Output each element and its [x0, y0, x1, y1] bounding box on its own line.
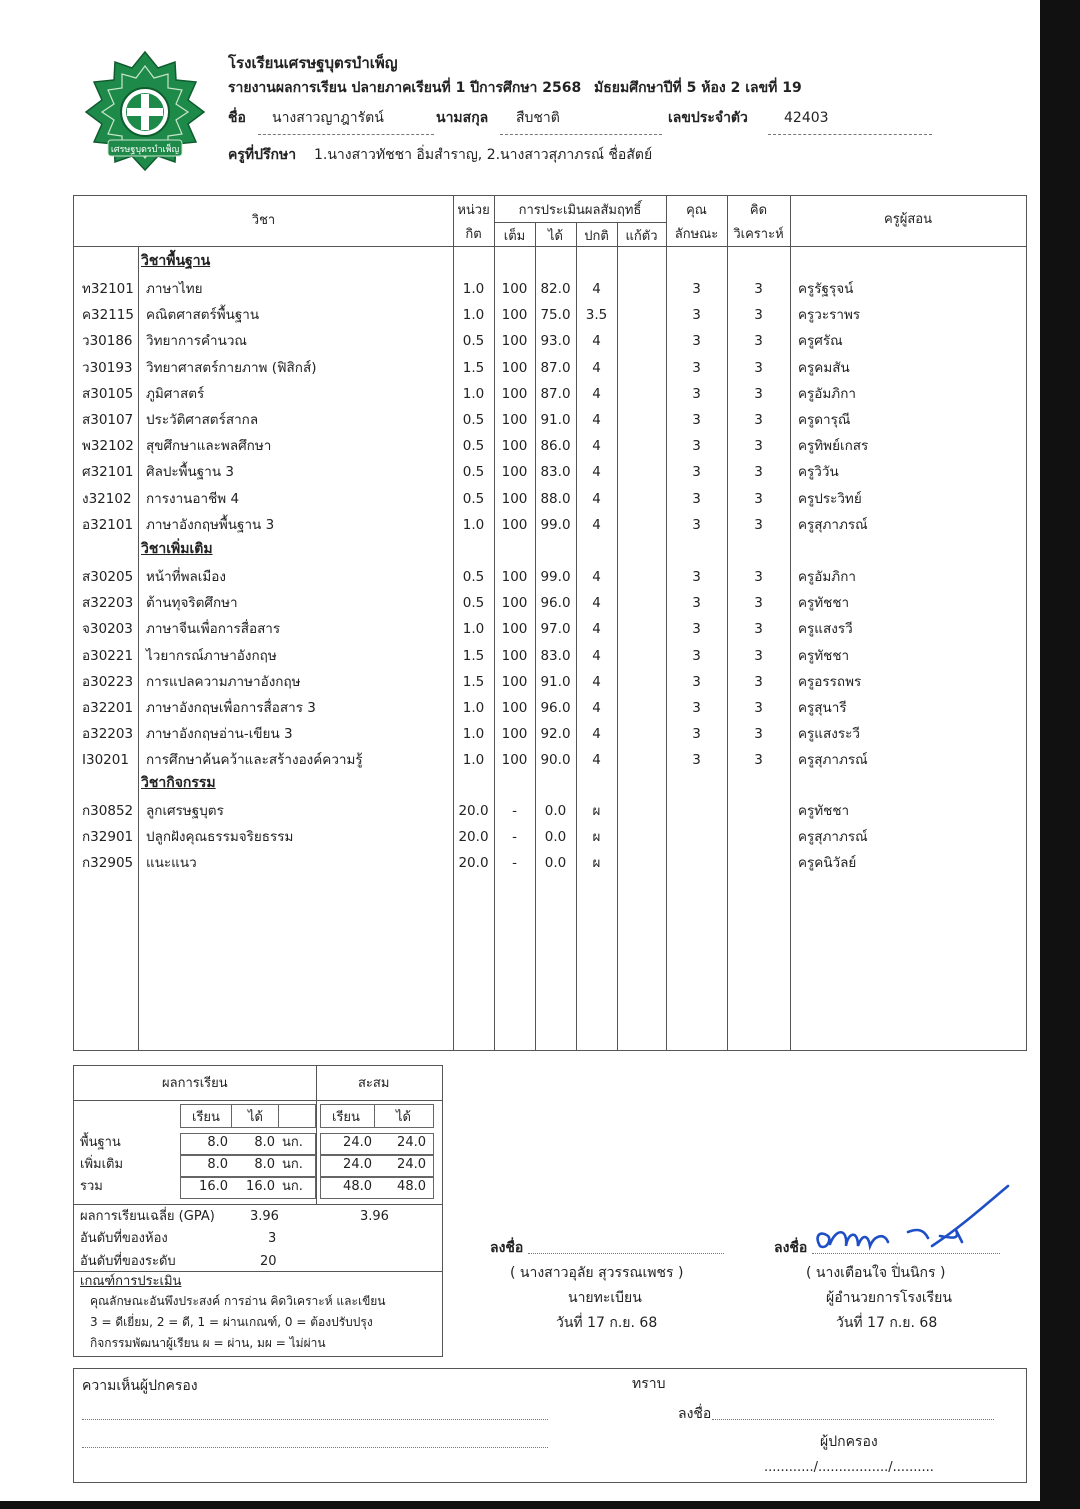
grades-table	[73, 195, 1027, 1051]
cell-full: 100	[501, 700, 528, 716]
cell-teacher: ครูประวิทย์	[798, 490, 862, 507]
cell-full: 100	[501, 412, 528, 428]
cell-credit: 0.5	[462, 569, 485, 585]
cell-name: ภาษาไทย	[146, 281, 203, 297]
parent-comment-box	[73, 1368, 1027, 1483]
cell-got: 87.0	[540, 385, 571, 402]
header-bottom-line	[74, 246, 1026, 247]
cell-credit: 1.0	[462, 385, 485, 402]
advisor-label: ครูที่ปรึกษา	[228, 147, 297, 163]
parent-date-line: ............/................./..........	[764, 1460, 934, 1475]
table-row	[74, 566, 1026, 592]
cell-name: ศิลปะพื้นฐาน 3	[146, 464, 234, 481]
table-row	[74, 488, 1026, 514]
cell-teacher: ครูทัชชา	[798, 647, 850, 664]
section-additional: วิชาเพิ่มเติม	[141, 541, 213, 557]
cell-teacher: ครูวะราพร	[798, 307, 861, 324]
table-row	[74, 697, 1026, 723]
cell-code: พ32102	[82, 438, 134, 455]
name-dotted-line	[258, 134, 434, 135]
table-row	[74, 304, 1026, 330]
header-assessment: การประเมินผลสัมฤทธิ์	[518, 203, 642, 218]
report-title: รายงานผลการเรียน ปลายภาคเรียนที่ 1 ปีการศึกษา 2568	[228, 80, 582, 96]
cell-got: 92.0	[540, 726, 571, 743]
cell-code: ส30205	[82, 569, 134, 585]
cell-full: 100	[501, 569, 528, 585]
cell-grade: 4	[592, 621, 601, 638]
cell-quality: 3	[692, 333, 701, 350]
cell-full: -	[512, 803, 517, 819]
cell-quality: 3	[692, 752, 701, 769]
header-divider	[494, 222, 666, 223]
cell-teacher: ครูอัมภิกา	[798, 385, 856, 402]
table-row	[74, 330, 1026, 356]
cell-quality: 3	[692, 385, 701, 402]
cell-full: -	[512, 855, 517, 872]
header-quality: คุณ	[686, 203, 707, 218]
cell-teacher: ครูทัชชา	[798, 803, 850, 819]
cell-teacher: ครูวิวัน	[798, 464, 839, 481]
cell-credit: 0.5	[462, 595, 485, 612]
cell-credit: 1.0	[462, 516, 485, 533]
table-row	[74, 409, 1026, 435]
summary-cum_got: 48.0	[397, 1179, 426, 1194]
cell-quality: 3	[692, 595, 701, 612]
cell-full: 100	[501, 647, 528, 664]
cell-analysis: 3	[754, 700, 763, 716]
cell-name: ประวัติศาสตร์สากล	[146, 412, 259, 428]
cell-got: 0.0	[544, 803, 567, 819]
cell-teacher: ครูสุนารี	[798, 700, 847, 716]
cell-grade: 4	[592, 752, 601, 769]
header-subject: วิชา	[251, 213, 276, 228]
summary-divider	[316, 1066, 317, 1204]
acknowledge-label: ทราบ	[632, 1376, 666, 1392]
cell-name: ภูมิศาสตร์	[146, 385, 205, 402]
cell-name: การแปลความภาษาอังกฤษ	[146, 673, 301, 690]
criteria-line-3: กิจกรรมพัฒนาผู้เรียน ผ = ผ่าน, มผ = ไม่ผ่าน	[90, 1336, 326, 1350]
criteria-title: เกณฑ์การประเมิน	[80, 1274, 182, 1289]
cell-quality: 3	[692, 438, 701, 455]
cell-full: 100	[501, 726, 528, 743]
cell-code: จ30203	[82, 621, 133, 638]
cell-analysis: 3	[754, 412, 763, 428]
cell-quality: 3	[692, 307, 701, 324]
cell-got: 88.0	[540, 490, 571, 507]
parent-opinion-label: ความเห็นผู้ปกครอง	[82, 1378, 198, 1394]
cell-code: ค32115	[82, 307, 134, 324]
cell-credit: 20.0	[458, 855, 489, 872]
director-signature	[812, 1184, 1012, 1264]
cell-code: ส32203	[82, 595, 134, 612]
cell-full: 100	[501, 516, 528, 533]
summary-study: 16.0	[199, 1179, 228, 1194]
opinion-line-2[interactable]	[82, 1447, 548, 1448]
cell-code: ก32901	[82, 829, 134, 846]
summary-box	[73, 1065, 443, 1357]
criteria-line-1: คุณลักษณะอันพึงประสงค์ การอ่าน คิดวิเคราะห์ และเขียน	[90, 1294, 386, 1308]
cell-grade: 4	[592, 412, 601, 428]
header-quality-2: ลักษณะ	[674, 227, 719, 242]
cell-quality: 3	[692, 673, 701, 690]
cell-grade: 4	[592, 464, 601, 481]
cell-grade: 4	[592, 490, 601, 507]
cell-quality: 3	[692, 726, 701, 743]
cell-name: ภาษาจีนเพื่อการสื่อสาร	[146, 621, 281, 638]
table-row	[74, 800, 1026, 826]
cell-code: ก30852	[82, 803, 134, 819]
cumulative-header: สะสม	[358, 1076, 390, 1091]
cell-name: การงานอาชีพ 4	[146, 490, 240, 507]
results-header: ผลการเรียน	[162, 1076, 228, 1091]
cell-analysis: 3	[754, 516, 763, 533]
id-dotted-line	[768, 134, 932, 135]
cell-code: ส30107	[82, 412, 134, 428]
student-name: นางสาวญาฎารัตน์	[272, 110, 384, 126]
header-analysis: คิด	[749, 203, 768, 218]
cell-name: ปลูกฝังคุณธรรมจริยธรรม	[146, 829, 294, 846]
cell-credit: 1.5	[462, 359, 485, 376]
rank-level-label: อันดับที่ของระดับ	[80, 1254, 176, 1269]
cell-full: 100	[501, 621, 528, 638]
table-row	[74, 723, 1026, 749]
cell-got: 96.0	[540, 700, 571, 716]
cell-credit: 0.5	[462, 438, 485, 455]
cell-name: ต้านทุจริตศึกษา	[146, 595, 238, 612]
summary-study: 8.0	[207, 1135, 228, 1150]
cell-teacher: ครูคนิวัลย์	[798, 855, 857, 872]
registrar-sign-label: ลงชื่อ	[490, 1240, 524, 1256]
cell-name: ไวยากรณ์ภาษาอังกฤษ	[146, 647, 277, 664]
cell-grade: 4	[592, 647, 601, 664]
cell-teacher: ครูสุภาภรณ์	[798, 516, 868, 533]
cell-credit: 1.0	[462, 307, 485, 324]
cell-teacher: ครูคมสัน	[798, 359, 850, 376]
cell-credit: 20.0	[458, 803, 489, 819]
cell-full: 100	[501, 595, 528, 612]
cell-got: 91.0	[540, 412, 571, 428]
cell-full: 100	[501, 464, 528, 481]
grade-room-number: มัธยมศึกษาปีที่ 5 ห้อง 2 เลขที่ 19	[594, 80, 802, 96]
cell-code: อ30223	[82, 673, 134, 690]
advisor-names: 1.นางสาวทัชชา อิ่มสำราญ, 2.นางสาวสุภาภรณ์ ชื่อสัตย์	[314, 147, 653, 163]
summary-got: 8.0	[254, 1135, 275, 1150]
cell-got: 99.0	[540, 516, 571, 533]
summary-cum_got: 24.0	[397, 1157, 426, 1172]
cell-got: 83.0	[540, 647, 571, 664]
surname-label: นามสกุล	[436, 110, 489, 126]
cell-quality: 3	[692, 647, 701, 664]
cell-teacher: ครูศรัณ	[798, 333, 843, 350]
registrar-name: ( นางสาวอุลัย สุวรรณเพชร )	[510, 1265, 684, 1281]
cell-code: I30201	[82, 752, 129, 769]
cell-got: 93.0	[540, 333, 571, 350]
cell-full: 100	[501, 385, 528, 402]
cell-name: ภาษาอังกฤษอ่าน-เขียน 3	[146, 726, 293, 743]
cell-credit: 1.0	[462, 281, 485, 297]
parent-role-label: ผู้ปกครอง	[820, 1434, 878, 1450]
rank-room-value: 3	[268, 1231, 277, 1246]
col-study2-label: เรียน	[332, 1110, 360, 1125]
cell-quality: 3	[692, 569, 701, 585]
cell-analysis: 3	[754, 438, 763, 455]
summary-cum_study: 48.0	[343, 1179, 372, 1194]
cell-grade: 4	[592, 333, 601, 350]
opinion-line-1[interactable]	[82, 1419, 548, 1420]
cell-grade: 4	[592, 569, 601, 585]
director-position: ผู้อำนวยการโรงเรียน	[826, 1290, 952, 1306]
table-row	[74, 671, 1026, 697]
school-name: โรงเรียนเศรษฐบุตรบำเพ็ญ	[228, 54, 398, 72]
cell-full: -	[512, 829, 517, 846]
cell-quality: 3	[692, 359, 701, 376]
cell-grade: 4	[592, 726, 601, 743]
cell-teacher: ครูรัฐรุจน์	[798, 281, 854, 297]
rank-level-value: 20	[260, 1254, 277, 1269]
cell-quality: 3	[692, 464, 701, 481]
col-got-label: ได้	[248, 1110, 263, 1125]
cell-grade: 4	[592, 281, 601, 297]
cell-grade: 3.5	[585, 307, 608, 324]
cell-credit: 1.0	[462, 726, 485, 743]
cell-analysis: 3	[754, 752, 763, 769]
header-credit: หน่วย	[457, 203, 490, 218]
header-got: ได้	[548, 229, 563, 244]
summary-label: พื้นฐาน	[80, 1135, 121, 1150]
table-row	[74, 461, 1026, 487]
cell-got: 0.0	[544, 855, 567, 872]
header-teacher: ครูผู้สอน	[884, 212, 932, 227]
cell-analysis: 3	[754, 647, 763, 664]
summary-label: รวม	[80, 1179, 103, 1194]
cell-code: อ32203	[82, 726, 134, 743]
cell-analysis: 3	[754, 595, 763, 612]
cell-name: การศึกษาค้นคว้าและสร้างองค์ความรู้	[146, 752, 363, 769]
section-basic: วิชาพื้นฐาน	[141, 253, 211, 269]
cell-got: 86.0	[540, 438, 571, 455]
cell-analysis: 3	[754, 673, 763, 690]
summary-got: 16.0	[246, 1179, 275, 1194]
table-row	[74, 514, 1026, 540]
gpa-cumulative-value: 3.96	[360, 1209, 389, 1224]
cell-analysis: 3	[754, 726, 763, 743]
cell-name: หน้าที่พลเมือง	[146, 569, 226, 585]
cell-grade: 4	[592, 595, 601, 612]
cell-got: 99.0	[540, 569, 571, 585]
cell-name: แนะแนว	[146, 855, 197, 872]
cell-name: ภาษาอังกฤษเพื่อการสื่อสาร 3	[146, 700, 316, 716]
registrar-sign-line	[528, 1253, 724, 1254]
cell-code: ว30193	[82, 359, 133, 376]
table-row	[74, 278, 1026, 304]
cell-full: 100	[501, 438, 528, 455]
cell-credit: 0.5	[462, 490, 485, 507]
cell-code: อ30221	[82, 647, 134, 664]
cell-got: 75.0	[540, 307, 571, 324]
summary-unit: นก.	[282, 1179, 303, 1194]
table-row	[74, 357, 1026, 383]
criteria-line-2: 3 = ดีเยี่ยม, 2 = ดี, 1 = ผ่านเกณฑ์, 0 = ต้องปรับปรุง	[90, 1315, 373, 1329]
cell-got: 90.0	[540, 752, 571, 769]
cell-code: ศ32101	[82, 464, 134, 481]
col-unit-cell	[278, 1104, 316, 1128]
cell-full: 100	[501, 490, 528, 507]
gpa-label: ผลการเรียนเฉลี่ย (GPA)	[80, 1209, 215, 1224]
cell-full: 100	[501, 673, 528, 690]
cell-code: ส30105	[82, 385, 134, 402]
cell-grade: 4	[592, 359, 601, 376]
cell-got: 91.0	[540, 673, 571, 690]
cell-grade: ผ	[592, 855, 601, 872]
cell-grade: 4	[592, 516, 601, 533]
cell-grade: ผ	[592, 829, 601, 846]
cell-code: ง32102	[82, 490, 132, 507]
student-id: 42403	[784, 110, 829, 126]
cell-teacher: ครูแสงรวี	[798, 621, 853, 638]
cell-credit: 0.5	[462, 464, 485, 481]
cell-teacher: ครูอัมภิกา	[798, 569, 856, 585]
cell-analysis: 3	[754, 307, 763, 324]
cell-analysis: 3	[754, 281, 763, 297]
header-analysis-2: วิเคราะห์	[733, 227, 784, 242]
cell-teacher: ครูทิพย์เกสร	[798, 438, 869, 455]
parent-sign-line[interactable]	[712, 1419, 994, 1420]
registrar-date: วันที่ 17 ก.ย. 68	[556, 1315, 658, 1331]
cell-credit: 20.0	[458, 829, 489, 846]
col-got2-label: ได้	[396, 1110, 411, 1125]
parent-sign-label: ลงชื่อ	[678, 1406, 712, 1422]
cell-code: ท32101	[82, 281, 134, 297]
header-normal: ปกติ	[584, 229, 609, 244]
cell-got: 96.0	[540, 595, 571, 612]
summary-label: เพิ่มเติม	[80, 1157, 124, 1172]
col-study-label: เรียน	[192, 1110, 220, 1125]
cell-grade: ผ	[592, 803, 601, 819]
header-full: เต็ม	[503, 229, 526, 244]
cell-analysis: 3	[754, 359, 763, 376]
cell-grade: 4	[592, 700, 601, 716]
summary-cum_study: 24.0	[343, 1135, 372, 1150]
table-row	[74, 592, 1026, 618]
cell-name: ภาษาอังกฤษพื้นฐาน 3	[146, 516, 275, 533]
cell-full: 100	[501, 307, 528, 324]
student-surname: สืบชาติ	[516, 110, 560, 126]
summary-got: 8.0	[254, 1157, 275, 1172]
cell-credit: 1.0	[462, 621, 485, 638]
cell-analysis: 3	[754, 569, 763, 585]
cell-got: 97.0	[540, 621, 571, 638]
cell-analysis: 3	[754, 464, 763, 481]
cell-teacher: ครูสุภาภรณ์	[798, 829, 868, 846]
cell-quality: 3	[692, 412, 701, 428]
summary-criteria-line	[74, 1271, 442, 1272]
gpa-value: 3.96	[250, 1209, 279, 1224]
cell-credit: 1.0	[462, 700, 485, 716]
cell-quality: 3	[692, 490, 701, 507]
cell-name: ลูกเศรษฐบุตร	[146, 803, 224, 819]
cell-code: ว30186	[82, 333, 133, 350]
summary-header-line	[74, 1100, 442, 1101]
registrar-position: นายทะเบียน	[568, 1290, 642, 1306]
cell-name: วิทยาการคำนวณ	[146, 333, 247, 350]
cell-grade: 4	[592, 438, 601, 455]
director-name: ( นางเตือนใจ ปิ่นนิกร )	[806, 1265, 946, 1281]
cell-full: 100	[501, 333, 528, 350]
cell-teacher: ครูดารุณี	[798, 412, 851, 428]
cell-full: 100	[501, 359, 528, 376]
cell-credit: 1.5	[462, 647, 485, 664]
table-row	[74, 645, 1026, 671]
cell-full: 100	[501, 752, 528, 769]
summary-study: 8.0	[207, 1157, 228, 1172]
cell-teacher: ครูสุภาภรณ์	[798, 752, 868, 769]
cell-teacher: ครูแสงระวี	[798, 726, 860, 743]
cell-quality: 3	[692, 516, 701, 533]
summary-mid-line	[74, 1204, 442, 1205]
cell-analysis: 3	[754, 385, 763, 402]
cell-credit: 1.5	[462, 673, 485, 690]
cell-analysis: 3	[754, 621, 763, 638]
section-activity: วิชากิจกรรม	[141, 775, 216, 791]
cell-quality: 3	[692, 621, 701, 638]
cell-quality: 3	[692, 281, 701, 297]
cell-got: 0.0	[544, 829, 567, 846]
cell-grade: 4	[592, 673, 601, 690]
rank-room-label: อันดับที่ของห้อง	[80, 1231, 168, 1246]
cell-analysis: 3	[754, 490, 763, 507]
logo-text: เศรษฐบุตรบำเพ็ญ	[110, 145, 180, 155]
school-logo	[80, 48, 210, 173]
cell-teacher: ครูทัชชา	[798, 595, 850, 612]
table-row	[74, 618, 1026, 644]
name-label: ชื่อ	[228, 110, 246, 126]
summary-unit: นก.	[282, 1157, 303, 1172]
cell-analysis: 3	[754, 333, 763, 350]
director-date: วันที่ 17 ก.ย. 68	[836, 1315, 938, 1331]
table-row	[74, 383, 1026, 409]
table-row	[74, 435, 1026, 461]
cell-name: สุขศึกษาและพลศึกษา	[146, 438, 272, 455]
cell-grade: 4	[592, 385, 601, 402]
summary-cum_got: 24.0	[397, 1135, 426, 1150]
header-credit-2: กิต	[465, 227, 482, 242]
summary-unit: นก.	[282, 1135, 303, 1150]
student-id-label: เลขประจำตัว	[668, 110, 748, 126]
surname-dotted-line	[500, 134, 662, 135]
cell-got: 87.0	[540, 359, 571, 376]
cell-quality: 3	[692, 700, 701, 716]
cell-credit: 0.5	[462, 412, 485, 428]
summary-cum_study: 24.0	[343, 1157, 372, 1172]
table-row	[74, 826, 1026, 852]
cell-name: วิทยาศาสตร์กายภาพ (ฟิสิกส์)	[146, 359, 317, 376]
director-sign-label: ลงชื่อ	[774, 1240, 808, 1256]
cell-full: 100	[501, 281, 528, 297]
table-row	[74, 852, 1026, 878]
cell-name: คณิตศาสตร์พื้นฐาน	[146, 307, 260, 324]
header-corrected: แก้ตัว	[625, 229, 658, 244]
cell-credit: 0.5	[462, 333, 485, 350]
table-row	[74, 749, 1026, 775]
cell-code: อ32201	[82, 700, 134, 716]
cell-got: 83.0	[540, 464, 571, 481]
cell-teacher: ครูอรรถพร	[798, 673, 862, 690]
cell-code: ก32905	[82, 855, 134, 872]
cell-got: 82.0	[540, 281, 571, 297]
cell-credit: 1.0	[462, 752, 485, 769]
cell-code: อ32101	[82, 516, 134, 533]
